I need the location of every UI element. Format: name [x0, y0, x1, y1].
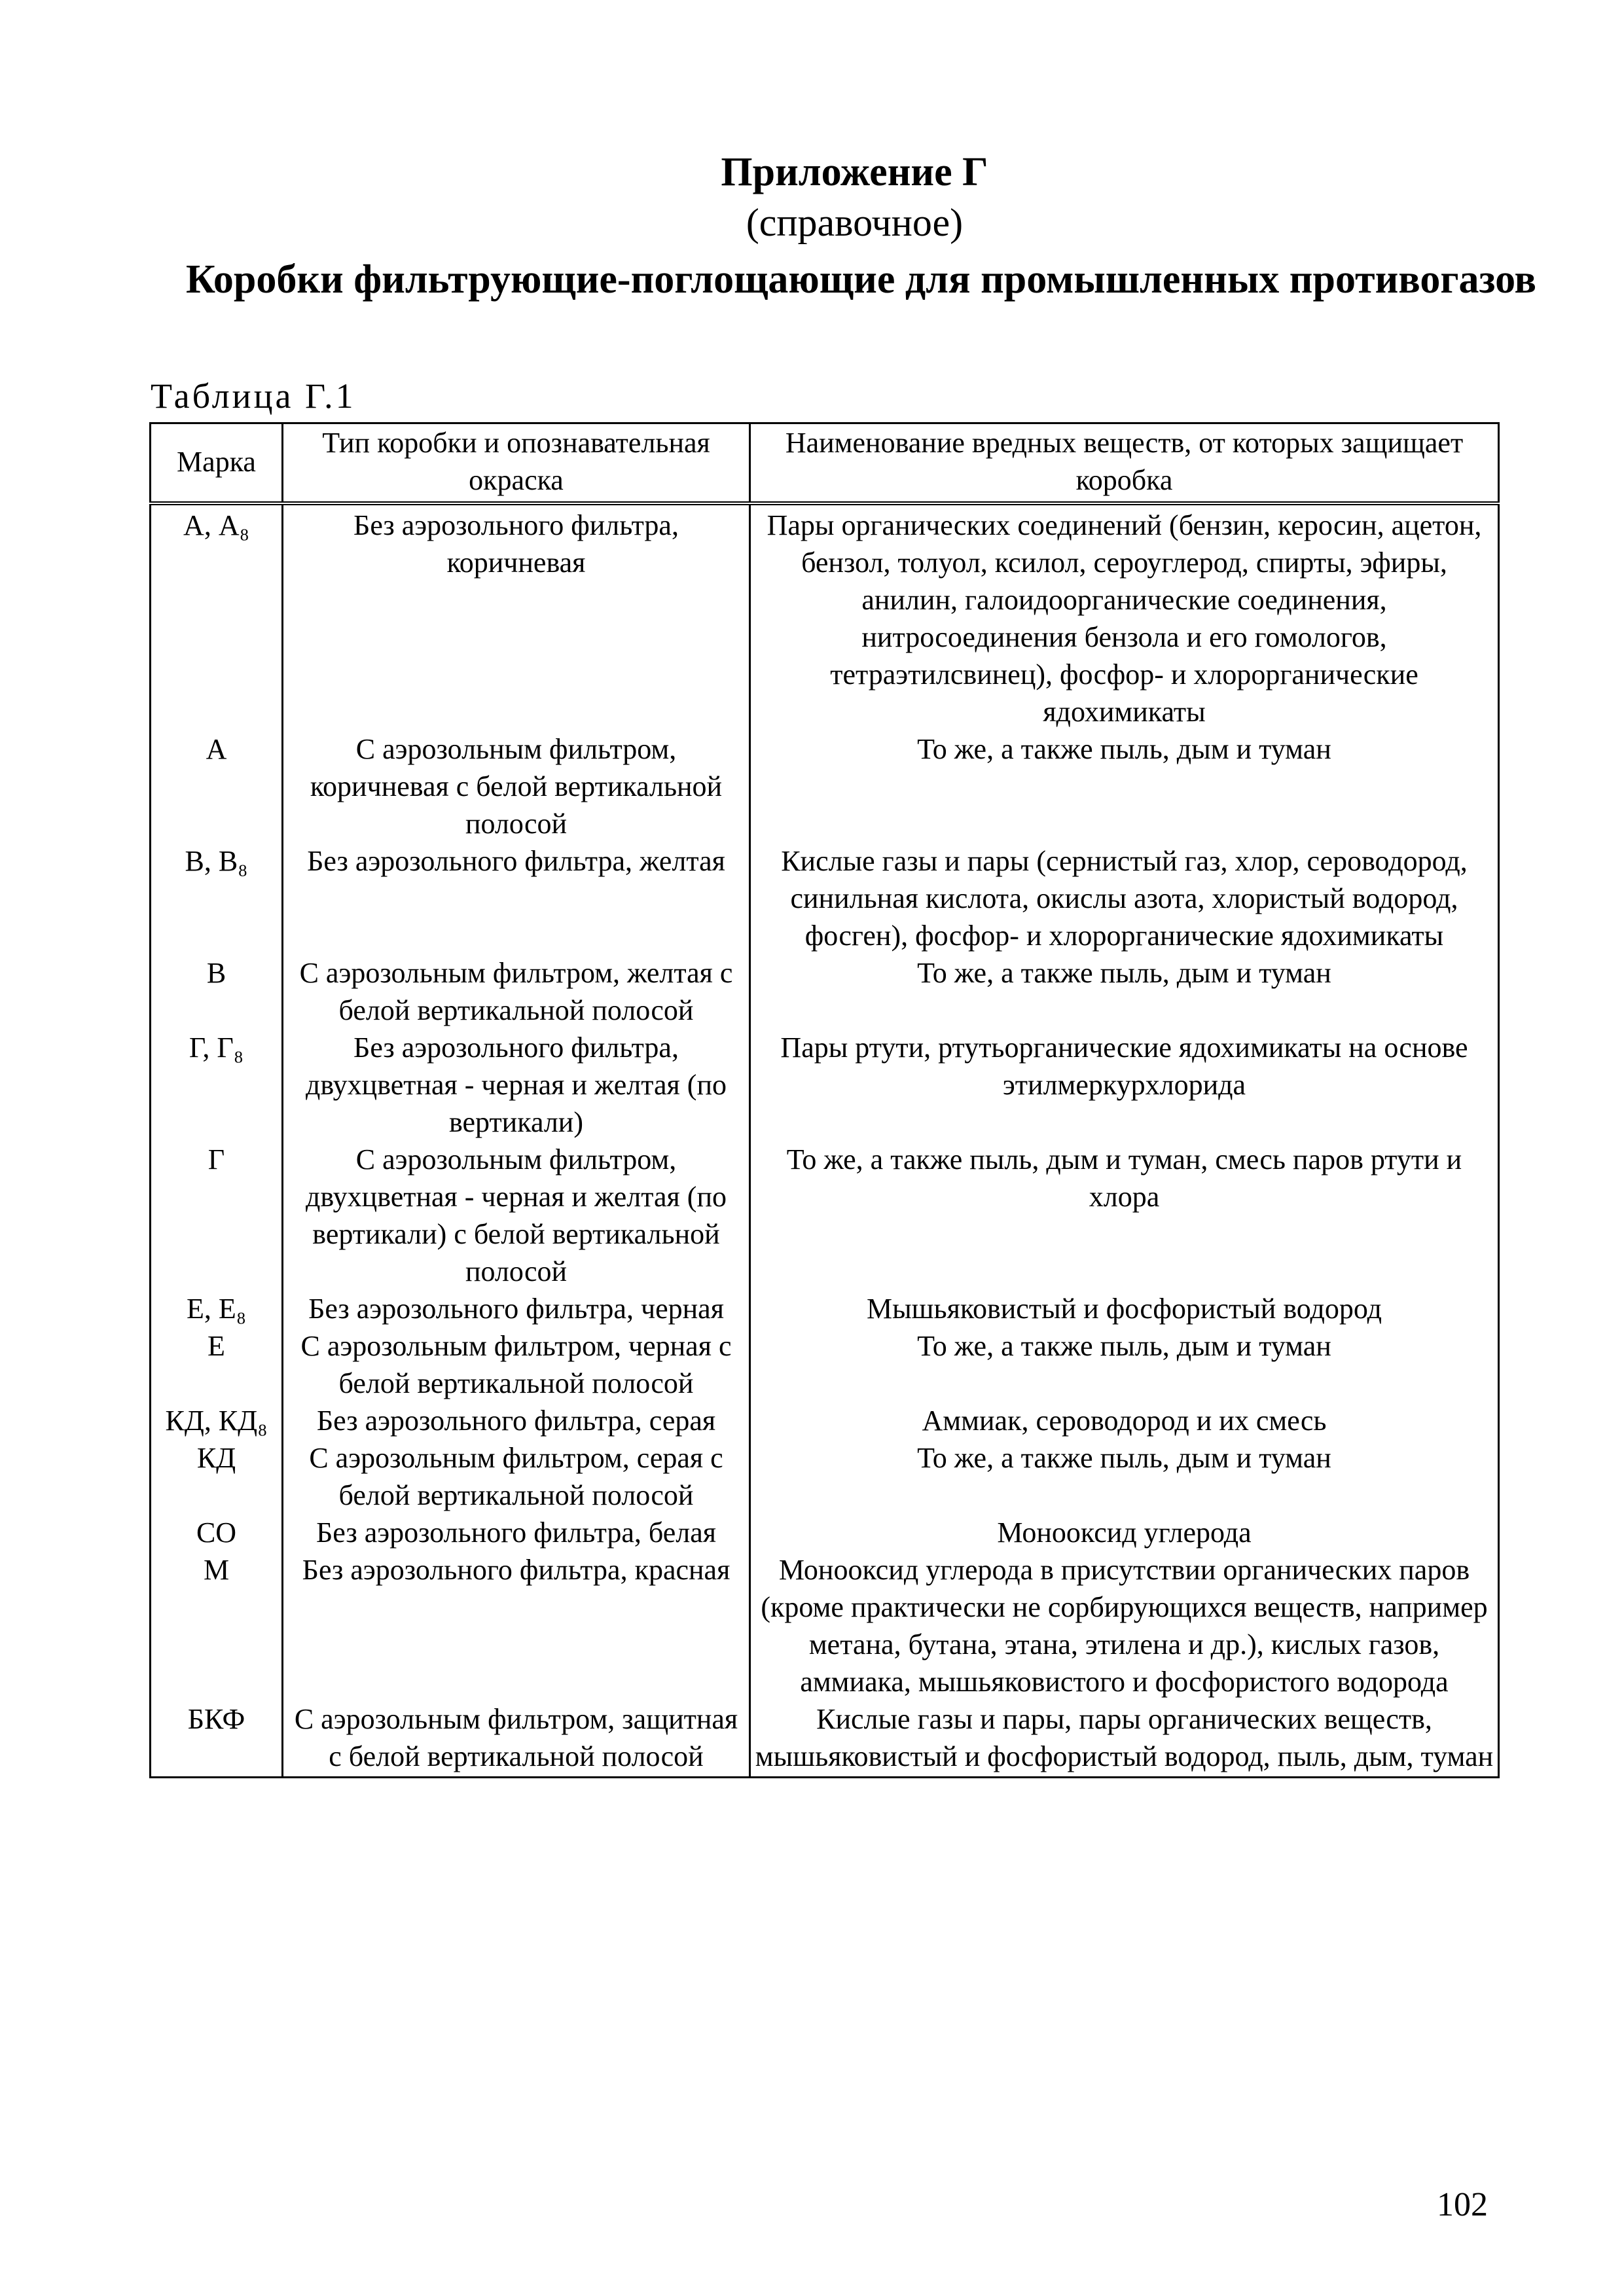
cell-mark: Г — [151, 1141, 283, 1290]
cell-substances: Монооксид углерода в присутствии органических паров (кроме практически не сорбирующихся веществ, например метана, бутана, этана, этилена и др.), кислых газов, аммиака, мышьяковистого и фосфористого водорода — [750, 1551, 1499, 1700]
cell-substances: То же, а также пыль, дым и туман — [750, 1327, 1499, 1402]
cell-mark: В — [151, 954, 283, 1029]
cell-box-type: С аэрозольным фильтром, серая с белой вертикальной полосой — [283, 1439, 750, 1514]
table-row — [151, 1141, 1499, 1290]
cell-mark: Е, Е₈ — [151, 1290, 283, 1327]
cell-mark: В, В₈ — [151, 842, 283, 954]
table-row — [151, 1327, 1499, 1402]
cell-box-type: С аэрозольным фильтром, коричневая с белой вертикальной полосой — [283, 730, 750, 842]
cell-mark: Г, Г₈ — [151, 1029, 283, 1141]
cell-box-type: С аэрозольным фильтром, двухцветная - черная и желтая (по вертикали) с белой вертикальной полосой — [283, 1141, 750, 1290]
header-substances: Наименование вредных веществ, от которых защищает коробка — [750, 423, 1499, 504]
table-row — [151, 1029, 1499, 1141]
cell-substances: Кислые газы и пары, пары органических веществ, мышьяковистый и фосфористый водород, пыль, дым, туман — [750, 1700, 1499, 1778]
cell-box-type: Без аэрозольного фильтра, коричневая — [283, 503, 750, 730]
table-row — [151, 954, 1499, 1029]
header-box-type: Тип коробки и опознавательная окраска — [283, 423, 750, 504]
cell-substances: То же, а также пыль, дым и туман — [750, 730, 1499, 842]
header-mark: Марка — [151, 423, 283, 504]
cell-substances: То же, а также пыль, дым и туман — [750, 954, 1499, 1029]
table-header — [151, 423, 1499, 504]
table-caption: Таблица Г.1 — [151, 376, 356, 416]
cell-substances: Мышьяковистый и фосфористый водород — [750, 1290, 1499, 1327]
cell-box-type: С аэрозольным фильтром, защитная с белой вертикальной полосой — [283, 1700, 750, 1778]
appendix-subject-text: Коробки фильтрующие-поглощающие для промышленных противогазов — [185, 257, 1537, 302]
cell-box-type: С аэрозольным фильтром, желтая с белой вертикальной полосой — [283, 954, 750, 1029]
table-row — [151, 1402, 1499, 1439]
cell-substances: То же, а также пыль, дым и туман, смесь паров ртути и хлора — [750, 1141, 1499, 1290]
cell-box-type: Без аэрозольного фильтра, серая — [283, 1402, 750, 1439]
cell-mark: СО — [151, 1514, 283, 1551]
table-row — [151, 1514, 1499, 1551]
cell-mark: А — [151, 730, 283, 842]
cell-box-type: Без аэрозольного фильтра, желтая — [283, 842, 750, 954]
table-row — [151, 1290, 1499, 1327]
table-row — [151, 503, 1499, 730]
table-row — [151, 730, 1499, 842]
cell-mark: КД, КД₈ — [151, 1402, 283, 1439]
cell-substances: Монооксид углерода — [750, 1514, 1499, 1551]
cell-substances: То же, а также пыль, дым и туман — [750, 1439, 1499, 1514]
table-row — [151, 842, 1499, 954]
table-body — [151, 503, 1499, 1778]
cell-mark: БКФ — [151, 1700, 283, 1778]
cell-mark: А, А₈ — [151, 503, 283, 730]
cell-substances: Пары органических соединений (бензин, керосин, ацетон, бензол, толуол, ксилол, сероуглерод, спирты, эфиры, анилин, галоидоорганические соединения, нитросоединения бензола и его гомологов, тетраэтилсвинец), фосфор- и хлорорганические ядохимикаты — [750, 503, 1499, 730]
cell-box-type: Без аэрозольного фильтра, черная — [283, 1290, 750, 1327]
table-row — [151, 1439, 1499, 1514]
appendix-subject — [0, 254, 1624, 305]
gas-mask-box-table — [149, 422, 1500, 1778]
cell-mark: КД — [151, 1439, 283, 1514]
cell-box-type: Без аэрозольного фильтра, красная — [283, 1551, 750, 1700]
table-header-row — [151, 423, 1499, 504]
page-number: 102 — [1437, 2186, 1488, 2223]
cell-substances: Кислые газы и пары (сернистый газ, хлор, сероводород, синильная кислота, окислы азота, хлористый водород, фосген), фосфор- и хлорорганические ядохимикаты — [750, 842, 1499, 954]
appendix-type: (справочное) — [746, 201, 964, 244]
cell-mark: М — [151, 1551, 283, 1700]
cell-mark: Е — [151, 1327, 283, 1402]
cell-substances: Аммиак, сероводород и их смесь — [750, 1402, 1499, 1439]
cell-box-type: С аэрозольным фильтром, черная с белой вертикальной полосой — [283, 1327, 750, 1402]
table-row — [151, 1551, 1499, 1700]
cell-substances: Пары ртути, ртутьорганические ядохимикаты на основе этилмеркурхлорида — [750, 1029, 1499, 1141]
table-row — [151, 1700, 1499, 1778]
cell-box-type: Без аэрозольного фильтра, белая — [283, 1514, 750, 1551]
appendix-title: Приложение Г — [721, 150, 988, 194]
cell-box-type: Без аэрозольного фильтра, двухцветная - черная и желтая (по вертикали) — [283, 1029, 750, 1141]
